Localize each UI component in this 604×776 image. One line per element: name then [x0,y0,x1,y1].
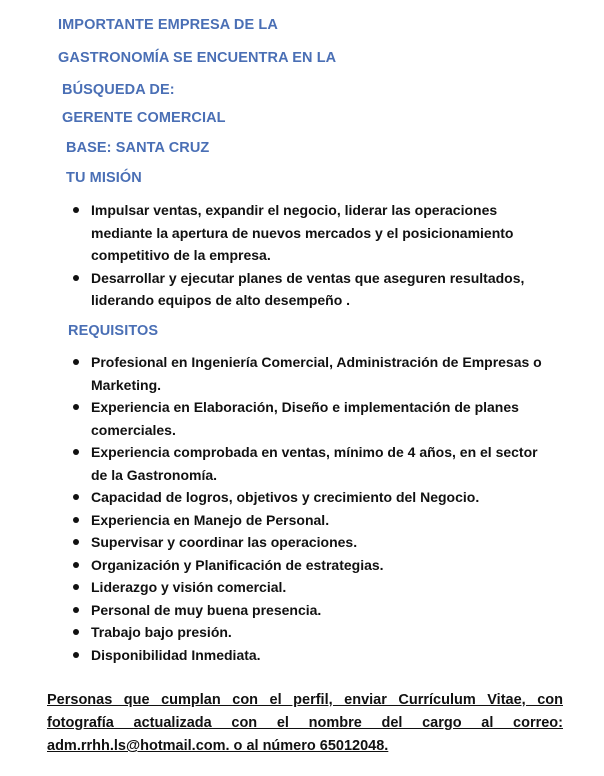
mission-item-text: Desarrollar y ejecutar planes de ventas que aseguren resultados, liderando equipos de alto desempeño . [91,269,525,308]
requirement-item-text: Experiencia en Manejo de Personal. [91,511,330,528]
list-item [71,576,551,599]
list-item [71,396,551,441]
bullet-icon [73,494,79,500]
requirement-item-text: Capacidad de logros, objetivos y crecimiento del Negocio. [91,489,480,505]
bullet-icon [73,539,79,545]
contact-email-phone[interactable]: adm.rrhh.ls@hotmail.com. o al número 65012048. [47,738,389,754]
requirement-item-text: Experiencia comprobada en ventas, mínimo de 4 años, en el sector de la Gastronomía. [91,444,538,483]
list-item [71,644,551,667]
requirement-item-text: Liderazgo y visión comercial. [91,579,287,595]
list-item [71,486,551,509]
bullet-icon [73,449,79,455]
requirement-item-text: Disponibilidad Inmediata. [91,646,261,663]
bullet-icon [73,607,79,613]
list-item [71,267,551,312]
mission-heading: TU MISIÓN [66,170,142,186]
requirements-heading: REQUISITOS [68,323,159,339]
bullet-icon [73,517,79,523]
requirement-item-text: Supervisar y coordinar las operaciones. [91,534,358,550]
list-item [71,351,551,396]
mission-item-text: Impulsar ventas, expandir el negocio, liderar las operaciones mediante la apertura de nuevos mercados y el posicionamiento competitivo de la empresa. [91,202,514,263]
list-item [71,621,551,644]
requirement-item-text: Experiencia en Elaboración, Diseño e implementación de planes comerciales. [91,399,519,438]
requirement-item-text: Trabajo bajo presión. [91,624,232,640]
bullet-icon [73,629,79,635]
footer-line-1: Personas que cumplan con el perfil, enviar Currículum Vitae, con [47,692,563,708]
position-title: GERENTE COMERCIAL [62,110,226,126]
footer-line-2: fotografía actualizada con el nombre del cargo al correo: [47,715,563,731]
requirement-item-text: Profesional en Ingeniería Comercial, Administración de Empresas o Marketing. [91,354,542,393]
list-item [71,509,551,532]
application-instructions [47,689,563,758]
list-item [71,531,551,554]
list-item [71,599,551,622]
header-line-3: BÚSQUEDA DE: [62,82,175,98]
list-item [71,441,551,486]
bullet-icon [73,584,79,590]
requirement-item-text: Personal de muy buena presencia. [91,601,322,618]
list-item [71,554,551,577]
header-line-2: GASTRONOMÍA SE ENCUENTRA EN LA [58,50,337,66]
bullet-icon [73,652,79,658]
list-item [71,199,551,267]
bullet-icon [73,207,79,213]
bullet-icon [73,404,79,410]
bullet-icon [73,275,79,281]
bullet-icon [73,562,79,568]
base-location: BASE: SANTA CRUZ [66,140,210,156]
requirements-list [71,351,551,666]
header-line-1: IMPORTANTE EMPRESA DE LA [58,17,278,33]
bullet-icon [73,359,79,365]
mission-list [71,199,551,312]
requirement-item-text: Organización y Planificación de estrategias. [91,556,384,573]
